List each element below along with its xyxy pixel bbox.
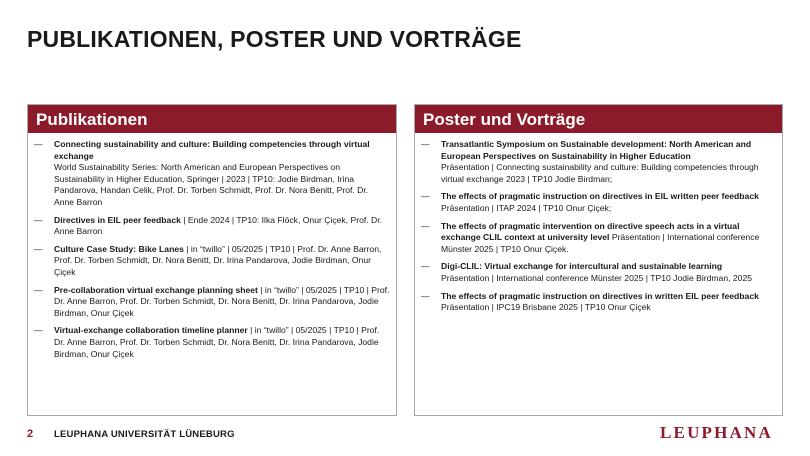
posters-talks-heading: Poster und Vorträge [415, 105, 782, 133]
posters-talks-list [415, 133, 782, 314]
entry-detail: Präsentation | ITAP 2024 | TP10 Onur Çiçek; [441, 202, 612, 213]
bullet-dash: — [421, 191, 430, 202]
entry-title: The effects of pragmatic instruction on directives in EIL written peer feedback [441, 191, 759, 202]
list-item [415, 261, 776, 284]
list-item [28, 244, 390, 279]
entry-title: The effects of pragmatic intervention on directive speech acts in a virtual exchange CLIL context at university level [441, 220, 740, 243]
bullet-dash: — [421, 261, 430, 272]
publications-heading: Publikationen [28, 105, 396, 133]
entry-title: Pre-collaboration virtual exchange planning sheet [54, 284, 258, 295]
list-item [415, 221, 776, 256]
entry-detail: | in “twillo” | 05/2025 | TP10 | Prof. Dr. Anne Barron, Prof. Dr. Torben Schmidt, Dr. Nora Benitt, Dr. Irina Pandarova, Jodie Birdman, Onur Çiçek [54, 284, 390, 318]
entry-title: Culture Case Study: Bike Lanes [54, 243, 184, 254]
entry-detail: Präsentation | IPC19 Brisbane 2025 | TP10 Onur Çiçek [441, 302, 651, 313]
page-number: 2 [27, 428, 34, 440]
entry-title: Digi-CLIL: Virtual exchange for intercultural and sustainable learning [441, 261, 723, 272]
list-item [415, 291, 776, 314]
entry-title: Directives in EIL peer feedback [54, 214, 181, 225]
bullet-dash: — [34, 284, 43, 295]
list-item [28, 325, 390, 360]
entry-detail: Präsentation | Connecting sustainability and culture: Building competencies through virtual exchange 2023 | TP10 Jodie Birdman; [441, 162, 759, 184]
entry-detail: Präsentation | International conference Münster 2025 | TP10 Onur Çiçek. [441, 232, 760, 254]
entry-title: Connecting sustainability and culture: Building competencies through virtual exchange [54, 139, 370, 161]
entry-detail: | in “twillo” | 05/2025 | TP10 | Prof. Dr. Anne Barron, Prof. Dr. Torben Schmidt, Dr. Nora Benitt, Dr. Irina Pandarova, Jodie Birdman, Onur Çiçek [54, 243, 382, 277]
entry-title: Transatlantic Symposium on Sustainable development: North American and European Perspectives on Sustainability in Higher Education [441, 139, 752, 161]
leuphana-logo: LEUPHANA [660, 423, 773, 442]
university-name: LEUPHANA UNIVERSITÄT LÜNEBURG [54, 429, 235, 440]
bullet-dash: — [34, 214, 43, 225]
entry-detail: | in “twillo” | 05/2025 | TP10 | Prof. Dr. Anne Barron, Prof. Dr. Torben Schmidt, Dr. Nora Benitt, Dr. Irina Pandarova, Jodie Birdman, Onur Çiçek [54, 325, 380, 359]
list-item [415, 139, 776, 185]
posters-talks-panel [414, 104, 783, 416]
bullet-dash: — [34, 243, 43, 254]
entry-title: Virtual-exchange collaboration timeline planner [54, 325, 248, 336]
entry-title: The effects of pragmatic instruction on directives in written EIL peer feedback [441, 290, 759, 301]
bullet-dash: — [421, 290, 430, 301]
entry-detail: | Ende 2024 | TP10: Ilka Flöck, Onur Çiçek, Prof. Dr. Anne Barron [54, 214, 382, 237]
publications-panel [27, 104, 397, 416]
entry-detail: World Sustainability Series: North American and European Perspectives on Sustainability in Higher Education, Springer | 2023 | TP10: Jodie Birdman, Irina Pandarova, Handan Celik, Prof. Dr. Torben Schmidt, Prof. Dr. Nora Benitt, Prof. Dr. Anne Barron [54, 162, 369, 207]
bullet-dash: — [421, 139, 430, 149]
entry-detail: Präsentation | International conference Münster 2025 | TP10 Jodie Birdman, 2025 [441, 272, 753, 283]
publications-list [28, 133, 396, 360]
list-item [415, 191, 776, 214]
list-item [28, 215, 390, 238]
bullet-dash: — [34, 325, 43, 336]
bullet-dash: — [421, 220, 430, 231]
list-item [28, 285, 390, 320]
list-item [28, 139, 390, 209]
bullet-dash: — [34, 139, 43, 149]
page-title: PUBLIKATIONEN, POSTER UND VORTRÄGE [27, 26, 522, 52]
